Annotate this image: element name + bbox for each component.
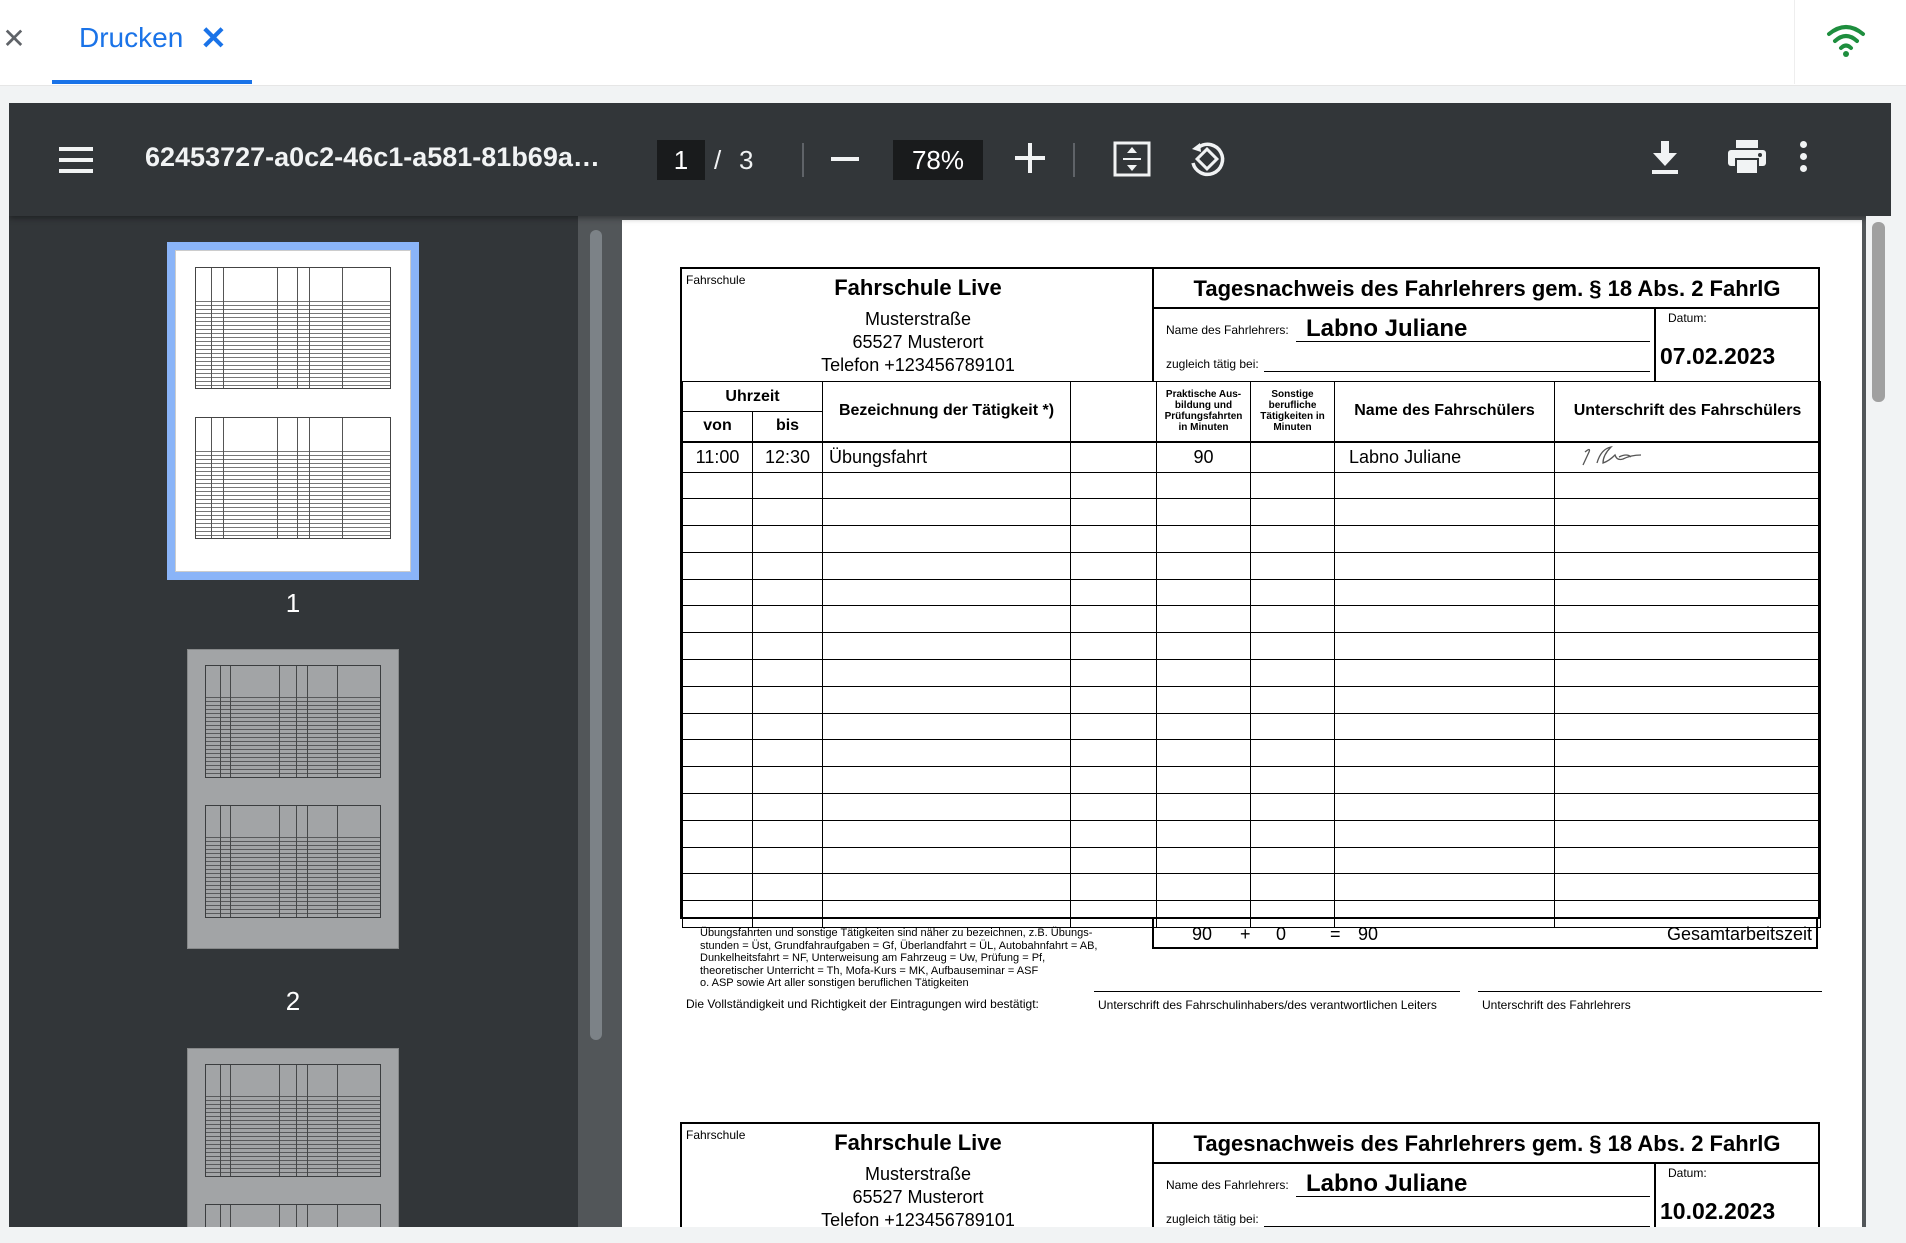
zoom-out-button[interactable]	[831, 157, 859, 161]
table-cell	[1157, 472, 1251, 499]
pdf-viewer	[9, 103, 1891, 1227]
school-street: Musterstraße	[864, 309, 972, 329]
table-cell	[1335, 686, 1555, 713]
signature-cell	[1555, 579, 1821, 606]
table-cell	[1335, 874, 1555, 901]
table-cell	[823, 847, 1071, 874]
table-cell	[1071, 499, 1157, 526]
teacher-label: Name des Fahrlehrers:	[1166, 1178, 1289, 1192]
sign-teacher-line: Unterschrift des Fahrlehrers	[1478, 991, 1822, 1012]
table-cell	[683, 767, 753, 794]
toolbar-divider	[802, 143, 804, 177]
table-row	[683, 526, 1821, 553]
form-title-block	[1154, 1124, 1820, 1227]
table-cell	[1071, 767, 1157, 794]
table-cell	[1335, 767, 1555, 794]
table-cell	[1071, 633, 1157, 660]
form-title: Tagesnachweis des Fahrlehrers gem. § 18 Abs. 2 FahrlG	[1193, 1131, 1781, 1156]
tab-bar	[0, 0, 1906, 86]
thumbnail-page-number: 2	[285, 986, 301, 1016]
thumbnail-form-preview	[205, 665, 381, 778]
table-row	[683, 633, 1821, 660]
table-cell	[1251, 713, 1335, 740]
table-cell	[1157, 767, 1251, 794]
signature-cell	[1555, 606, 1821, 633]
table-cell	[683, 660, 753, 687]
sign-owner-line: Unterschrift des Fahrschulinhabers/des verantwortlichen Leiters	[1094, 991, 1460, 1012]
thumbnail-page-number: 1	[285, 588, 301, 618]
table-cell	[683, 606, 753, 633]
table-cell	[1071, 874, 1157, 901]
table-cell: Labno Juliane	[1335, 442, 1555, 473]
table-cell	[1251, 526, 1335, 553]
table-cell	[1335, 552, 1555, 579]
page-thumbnail[interactable]	[175, 250, 411, 572]
signature-cell	[1555, 442, 1821, 473]
more-options-icon[interactable]	[1797, 141, 1809, 177]
signature-cell	[1555, 472, 1821, 499]
table-cell	[683, 820, 753, 847]
teacher-underline	[1296, 341, 1650, 342]
page-number-input[interactable]: 1	[657, 140, 705, 180]
table-header-row	[683, 382, 1821, 412]
table-cell	[823, 633, 1071, 660]
signature-cell	[1555, 794, 1821, 821]
total-label: Gesamtarbeitszeit	[1666, 924, 1812, 944]
table-cell	[823, 713, 1071, 740]
signature-cell	[1555, 633, 1821, 660]
school-name: Fahrschule Live	[834, 1130, 1002, 1155]
table-cell	[823, 526, 1071, 553]
table-cell	[823, 472, 1071, 499]
teacher-name: Labno Juliane	[1306, 1170, 1468, 1197]
table-cell	[1071, 740, 1157, 767]
signature-cell	[1555, 820, 1821, 847]
wifi-icon	[1826, 22, 1866, 58]
table-cell	[1071, 686, 1157, 713]
date-box	[1654, 1162, 1820, 1227]
table-cell	[683, 499, 753, 526]
table-cell	[753, 820, 823, 847]
thumbnail-form-preview	[195, 267, 392, 389]
teacher-underline	[1296, 1196, 1650, 1197]
table-cell	[753, 901, 823, 928]
table-row	[683, 713, 1821, 740]
table-cell	[683, 874, 753, 901]
table-cell	[1335, 579, 1555, 606]
table-cell	[1071, 606, 1157, 633]
legend-text	[700, 927, 1097, 990]
col-unterschrift: Unterschrift des Fahrschülers	[1555, 382, 1821, 442]
table-cell	[753, 526, 823, 553]
table-cell	[823, 552, 1071, 579]
table-cell	[1157, 552, 1251, 579]
sum-sonstige: 0	[1276, 924, 1287, 944]
signature-cell	[1555, 660, 1821, 687]
viewer-toolbar	[9, 103, 1891, 216]
signature-cell	[1555, 499, 1821, 526]
table-cell	[1071, 552, 1157, 579]
zoom-in-button[interactable]	[1015, 143, 1045, 173]
rotate-icon[interactable]	[1187, 139, 1227, 179]
table-cell	[1251, 499, 1335, 526]
sum-plus: +	[1240, 924, 1251, 944]
tagesnachweis-form	[680, 1122, 1820, 1227]
also-underline	[1264, 1226, 1650, 1227]
table-cell	[753, 660, 823, 687]
thumbnail-form-preview	[205, 1204, 381, 1227]
table-cell	[1157, 579, 1251, 606]
table-cell	[683, 713, 753, 740]
table-cell	[1251, 472, 1335, 499]
school-phone: Telefon +123456789101	[821, 1210, 1015, 1227]
date-label: Datum:	[1668, 311, 1707, 325]
table-cell	[1251, 606, 1335, 633]
table-cell	[1071, 579, 1157, 606]
table-cell	[823, 874, 1071, 901]
table-row	[683, 660, 1821, 687]
col-name: Name des Fahrschülers	[1335, 382, 1555, 442]
page-thumbnail[interactable]	[187, 649, 399, 949]
col-praktisch: Praktische Aus-bildung und Prüfungsfahrten in Minuten	[1157, 382, 1251, 442]
table-cell	[753, 847, 823, 874]
table-row	[683, 794, 1821, 821]
tab-drucken[interactable]	[52, 0, 252, 84]
table-cell	[1071, 442, 1157, 473]
table-cell	[1335, 660, 1555, 687]
table-cell	[1071, 794, 1157, 821]
document-scroll-thumb[interactable]	[1872, 222, 1885, 402]
table-cell	[753, 713, 823, 740]
table-cell	[1157, 847, 1251, 874]
table-row	[683, 606, 1821, 633]
table-cell	[823, 579, 1071, 606]
table-cell	[683, 472, 753, 499]
signature-drawing	[1561, 443, 1681, 467]
file-title: 62453727-a0c2-46c1-a581-81b69a…	[145, 142, 600, 172]
tagesnachweis-form	[680, 267, 1820, 919]
table-cell	[823, 794, 1071, 821]
confirm-text: Die Vollständigkeit und Richtigkeit der Eintragungen wird bestätigt:	[686, 997, 1039, 1011]
signature-cell	[1555, 740, 1821, 767]
table-cell	[1157, 874, 1251, 901]
table-cell	[1071, 526, 1157, 553]
table-cell	[753, 499, 823, 526]
signature-cell	[1555, 847, 1821, 874]
table-row	[683, 472, 1821, 499]
table-cell	[683, 686, 753, 713]
col-blank	[1071, 382, 1157, 442]
table-cell	[1251, 740, 1335, 767]
table-cell	[683, 633, 753, 660]
document-area	[605, 216, 1891, 1227]
signature-cell	[1555, 767, 1821, 794]
table-cell	[1157, 686, 1251, 713]
signature-cell	[1555, 526, 1821, 553]
table-cell	[1157, 499, 1251, 526]
table-row	[683, 499, 1821, 526]
table-row	[683, 820, 1821, 847]
page-total: 3	[739, 145, 754, 175]
school-city: 65527 Musterort	[852, 332, 984, 352]
table-cell	[683, 901, 753, 928]
table-cell	[1071, 713, 1157, 740]
table-cell	[823, 606, 1071, 633]
table-cell	[1335, 499, 1555, 526]
legend-line: o. ASP sowie Art aller sonstigen beruflichen Tätigkeiten	[700, 977, 969, 989]
activity-table	[682, 381, 1821, 928]
teacher-label: Name des Fahrlehrers:	[1166, 323, 1289, 337]
table-cell	[823, 499, 1071, 526]
tab-label: Drucken	[79, 22, 184, 53]
table-cell: Übungsfahrt	[823, 442, 1071, 473]
table-cell	[753, 874, 823, 901]
table-cell	[1335, 526, 1555, 553]
table-row	[683, 579, 1821, 606]
close-icon[interactable]: ✕	[2, 23, 26, 54]
legend-line: Übungsfahrten und sonstige Tätigkeiten sind näher zu bezeichnen, z.B. Übungs-	[700, 927, 1093, 939]
table-cell	[823, 767, 1071, 794]
form-title: Tagesnachweis des Fahrlehrers gem. § 18 Abs. 2 FahrlG	[1193, 276, 1781, 301]
sidebar-scrollbar[interactable]	[587, 222, 605, 1227]
table-cell	[1071, 847, 1157, 874]
table-cell	[1335, 472, 1555, 499]
col-sonstige: Sonstige berufliche Tätigkeiten in Minuten	[1251, 382, 1335, 442]
table-cell	[1251, 847, 1335, 874]
also-label: zugleich tätig bei:	[1166, 357, 1259, 371]
tab-active-indicator	[52, 80, 252, 84]
also-underline	[1264, 371, 1650, 372]
thumbnail-sidebar	[9, 216, 578, 1227]
table-cell	[753, 472, 823, 499]
table-cell	[1251, 552, 1335, 579]
school-header	[682, 269, 1154, 381]
table-cell	[1157, 740, 1251, 767]
school-label: Fahrschule	[686, 273, 746, 287]
table-cell	[1251, 686, 1335, 713]
table-cell	[753, 767, 823, 794]
table-cell	[753, 633, 823, 660]
table-cell: 12:30	[753, 442, 823, 473]
table-row	[683, 874, 1821, 901]
table-cell	[1157, 794, 1251, 821]
table-cell	[753, 686, 823, 713]
pdf-page	[622, 220, 1862, 1227]
tab-close-icon[interactable]: ✕	[200, 20, 227, 56]
print-icon[interactable]	[1727, 139, 1767, 175]
table-row	[683, 767, 1821, 794]
table-row	[683, 686, 1821, 713]
table-cell	[753, 794, 823, 821]
thumbnail-form-preview	[205, 1064, 381, 1177]
col-bis: bis	[753, 412, 823, 442]
date-value: 07.02.2023	[1660, 343, 1776, 369]
school-label: Fahrschule	[686, 1128, 746, 1142]
page-thumbnail[interactable]	[187, 1048, 399, 1227]
table-cell	[1251, 874, 1335, 901]
date-box	[1654, 307, 1820, 381]
toolbar-divider	[1073, 143, 1075, 177]
table-cell	[1251, 579, 1335, 606]
date-label: Datum:	[1668, 1166, 1707, 1180]
table-cell	[1335, 847, 1555, 874]
totals-row	[1152, 919, 1818, 949]
table-row	[683, 552, 1821, 579]
table-cell	[1071, 820, 1157, 847]
table-cell	[753, 552, 823, 579]
table-cell	[1335, 713, 1555, 740]
zoom-input[interactable]: 78%	[893, 140, 983, 180]
table-cell	[683, 579, 753, 606]
table-row	[683, 847, 1821, 874]
col-bezeichnung: Bezeichnung der Tätigkeit *)	[823, 382, 1071, 442]
table-cell	[1071, 472, 1157, 499]
table-cell	[753, 606, 823, 633]
table-cell	[823, 820, 1071, 847]
teacher-name: Labno Juliane	[1306, 315, 1468, 342]
table-cell	[1335, 606, 1555, 633]
table-cell	[1251, 633, 1335, 660]
signature-cell	[1555, 686, 1821, 713]
sum-total: 90	[1358, 924, 1379, 944]
table-cell	[823, 686, 1071, 713]
school-phone: Telefon +123456789101	[821, 355, 1015, 375]
date-value: 10.02.2023	[1660, 1198, 1776, 1224]
thumbnail-form-preview	[195, 417, 392, 539]
table-cell	[823, 660, 1071, 687]
table-cell	[823, 740, 1071, 767]
download-icon[interactable]	[1650, 139, 1680, 175]
table-cell	[1335, 820, 1555, 847]
fit-to-page-icon[interactable]	[1113, 141, 1151, 177]
table-row	[683, 740, 1821, 767]
page-separator: /	[714, 145, 722, 175]
col-von: von	[683, 412, 753, 442]
legend-line: stunden = Üst, Grundfahraufgaben = Gf, Überlandfahrt = ÜL, Autobahnfahrt = AB,	[700, 939, 1098, 952]
menu-icon[interactable]	[59, 147, 93, 173]
table-cell	[1157, 526, 1251, 553]
table-cell	[683, 847, 753, 874]
table-cell	[683, 794, 753, 821]
sum-equals: =	[1330, 924, 1341, 944]
form-title-block	[1154, 269, 1820, 381]
signature-cell	[1555, 552, 1821, 579]
table-cell: 90	[1157, 442, 1251, 473]
legend-line: Dunkelheitsfahrt = NF, Unterweisung am Fahrzeug = Uw, Prüfung = Pf,	[700, 952, 1046, 964]
table-cell	[753, 579, 823, 606]
table-cell	[1157, 660, 1251, 687]
table-cell	[1335, 633, 1555, 660]
school-city: 65527 Musterort	[852, 1187, 984, 1207]
table-cell: 11:00	[683, 442, 753, 473]
table-cell	[1251, 767, 1335, 794]
school-header	[682, 1124, 1154, 1227]
thumbnail-form-preview	[205, 805, 381, 918]
table-cell	[1157, 633, 1251, 660]
also-label: zugleich tätig bei:	[1166, 1212, 1259, 1226]
table-cell	[1251, 442, 1335, 473]
table-cell	[1157, 713, 1251, 740]
table-cell	[1071, 660, 1157, 687]
school-name: Fahrschule Live	[834, 275, 1002, 300]
table-cell	[683, 526, 753, 553]
table-cell	[753, 740, 823, 767]
table-cell	[1251, 820, 1335, 847]
sum-praktisch: 90	[1192, 924, 1213, 944]
signature-cell	[1555, 874, 1821, 901]
signature-cell	[1555, 713, 1821, 740]
table-cell	[823, 901, 1071, 928]
school-street: Musterstraße	[864, 1164, 972, 1184]
divider	[1794, 0, 1795, 84]
table-cell	[1157, 820, 1251, 847]
table-cell	[1071, 901, 1157, 928]
table-cell	[683, 552, 753, 579]
table-cell	[1335, 740, 1555, 767]
table-cell	[1251, 794, 1335, 821]
document-scrollbar[interactable]	[1866, 216, 1891, 1227]
table-cell	[1157, 606, 1251, 633]
table-cell	[1251, 660, 1335, 687]
legend-line: theoretischer Unterricht = Th, Mofa-Kurs = MK, Aufbauseminar = ASF	[700, 964, 1039, 977]
col-uhrzeit: Uhrzeit	[683, 382, 823, 412]
table-cell	[683, 740, 753, 767]
table-row	[683, 442, 1821, 473]
table-cell	[1335, 794, 1555, 821]
sidebar-scroll-thumb[interactable]	[590, 230, 602, 1040]
